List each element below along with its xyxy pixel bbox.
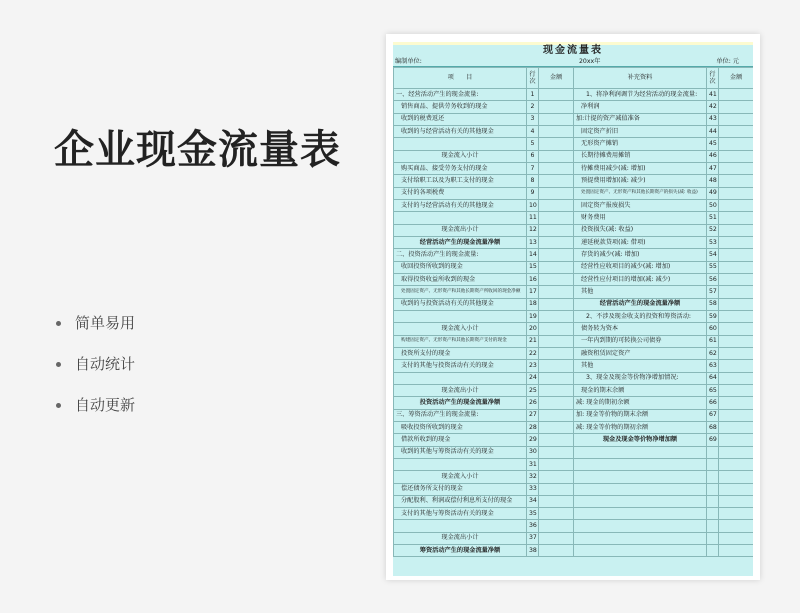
cell-line: 19 bbox=[527, 310, 539, 322]
cell-item bbox=[394, 520, 527, 532]
cell-item: 现金流入小计 bbox=[394, 323, 527, 335]
cell-supplement: 经营性应付项目的增加(减: 减少) bbox=[574, 273, 707, 285]
table-row bbox=[394, 495, 754, 507]
cell-supplement: 3、现金及现金等价物净增加情况: bbox=[574, 372, 707, 384]
cell-line: 8 bbox=[527, 175, 539, 187]
cell-amount bbox=[539, 138, 574, 150]
cell-line: 7 bbox=[527, 162, 539, 174]
cell-line: 13 bbox=[527, 236, 539, 248]
cell-amount-2 bbox=[719, 273, 754, 285]
cell-line: 26 bbox=[527, 397, 539, 409]
cell-line-2: 64 bbox=[707, 372, 719, 384]
header-amount-2: 金额 bbox=[719, 68, 754, 89]
feature-label: 自动更新 bbox=[75, 396, 136, 414]
cell-supplement: 经营活动产生的现金流量净额 bbox=[574, 298, 707, 310]
cell-supplement bbox=[574, 471, 707, 483]
cell-item: 投资活动产生的现金流量净额 bbox=[394, 397, 527, 409]
cell-supplement: 融资租赁固定资产 bbox=[574, 347, 707, 359]
table-row bbox=[394, 236, 754, 248]
cell-amount bbox=[539, 335, 574, 347]
cell-amount bbox=[539, 261, 574, 273]
cell-item: 三、筹资活动产生的现金流量: bbox=[394, 409, 527, 421]
cell-supplement: 加:计提的资产减值准备 bbox=[574, 113, 707, 125]
cell-line-2: 52 bbox=[707, 224, 719, 236]
cell-supplement: 减: 现金等价物的期初余额 bbox=[574, 421, 707, 433]
table-row bbox=[394, 212, 754, 224]
cell-amount-2 bbox=[719, 446, 754, 458]
cell-amount bbox=[539, 175, 574, 187]
cell-amount bbox=[539, 495, 574, 507]
sheet-title: 现金流量表 bbox=[543, 45, 603, 56]
cell-line-2: 58 bbox=[707, 298, 719, 310]
cell-amount-2 bbox=[719, 150, 754, 162]
cell-item: 支付的其他与投资活动有关的现金 bbox=[394, 360, 527, 372]
cell-line: 9 bbox=[527, 187, 539, 199]
cell-amount-2 bbox=[719, 298, 754, 310]
cell-line-2: 54 bbox=[707, 249, 719, 261]
unit-label: 单位: 元 bbox=[716, 58, 739, 65]
header-item: 项 目 bbox=[394, 68, 527, 89]
cell-amount bbox=[539, 187, 574, 199]
cell-amount-2 bbox=[719, 286, 754, 298]
table-row bbox=[394, 138, 754, 150]
cell-item: 二、投资活动产生的现金流量: bbox=[394, 249, 527, 261]
cell-amount-2 bbox=[719, 113, 754, 125]
cell-supplement: 减: 现金的期初余额 bbox=[574, 397, 707, 409]
cell-amount bbox=[539, 520, 574, 532]
cell-line: 37 bbox=[527, 532, 539, 544]
cell-amount bbox=[539, 89, 574, 101]
cell-supplement: 现金的期末余额 bbox=[574, 384, 707, 396]
cell-line-2: 47 bbox=[707, 162, 719, 174]
cell-line: 12 bbox=[527, 224, 539, 236]
cell-line: 15 bbox=[527, 261, 539, 273]
cell-amount-2 bbox=[719, 508, 754, 520]
bullet-icon bbox=[56, 321, 61, 326]
cell-item bbox=[394, 138, 527, 150]
feature-label: 自动统计 bbox=[75, 355, 136, 373]
table-row bbox=[394, 434, 754, 446]
spreadsheet-preview bbox=[386, 34, 760, 580]
table-row bbox=[394, 372, 754, 384]
cell-supplement: 存货的减少(减: 增加) bbox=[574, 249, 707, 261]
cell-amount bbox=[539, 434, 574, 446]
cell-supplement: 一年内到期的可转换公司债券 bbox=[574, 335, 707, 347]
cell-amount-2 bbox=[719, 249, 754, 261]
cell-item: 吸收投资所收到的现金 bbox=[394, 421, 527, 433]
cashflow-sheet bbox=[393, 42, 753, 576]
hero-title: 企业现金流量表 bbox=[54, 127, 341, 173]
cell-item: 支付的各项税费 bbox=[394, 187, 527, 199]
cell-supplement bbox=[574, 458, 707, 470]
cell-supplement bbox=[574, 508, 707, 520]
table-row bbox=[394, 409, 754, 421]
cell-line: 32 bbox=[527, 471, 539, 483]
cell-line-2: 61 bbox=[707, 335, 719, 347]
table-row bbox=[394, 224, 754, 236]
cell-line-2: 44 bbox=[707, 125, 719, 137]
cell-amount-2 bbox=[719, 89, 754, 101]
cell-amount-2 bbox=[719, 397, 754, 409]
cell-amount bbox=[539, 471, 574, 483]
cell-line: 28 bbox=[527, 421, 539, 433]
cell-amount bbox=[539, 397, 574, 409]
cell-amount bbox=[539, 199, 574, 211]
cell-supplement bbox=[574, 545, 707, 557]
table-row bbox=[394, 261, 754, 273]
cell-line-2: 69 bbox=[707, 434, 719, 446]
cell-amount bbox=[539, 421, 574, 433]
cell-line: 18 bbox=[527, 298, 539, 310]
company-label: 编制单位: bbox=[395, 58, 422, 65]
cell-supplement: 递延税款贷项(减: 借项) bbox=[574, 236, 707, 248]
cell-supplement bbox=[574, 495, 707, 507]
cell-line-2 bbox=[707, 446, 719, 458]
cell-amount bbox=[539, 273, 574, 285]
table-row bbox=[394, 347, 754, 359]
table-row bbox=[394, 310, 754, 322]
cell-amount-2 bbox=[719, 212, 754, 224]
cell-amount-2 bbox=[719, 224, 754, 236]
cell-amount bbox=[539, 125, 574, 137]
cell-line-2 bbox=[707, 483, 719, 495]
cell-line-2: 46 bbox=[707, 150, 719, 162]
cell-line: 35 bbox=[527, 508, 539, 520]
cell-line-2: 53 bbox=[707, 236, 719, 248]
table-row bbox=[394, 483, 754, 495]
cell-line: 16 bbox=[527, 273, 539, 285]
cell-amount-2 bbox=[719, 421, 754, 433]
cell-item: 经营活动产生的现金流量净额 bbox=[394, 236, 527, 248]
cell-supplement: 财务费用 bbox=[574, 212, 707, 224]
table-row bbox=[394, 273, 754, 285]
cell-line-2: 57 bbox=[707, 286, 719, 298]
cell-amount-2 bbox=[719, 532, 754, 544]
cell-item: 筹资活动产生的现金流量净额 bbox=[394, 545, 527, 557]
cell-line-2: 68 bbox=[707, 421, 719, 433]
cell-line-2: 55 bbox=[707, 261, 719, 273]
cell-amount bbox=[539, 508, 574, 520]
cell-amount-2 bbox=[719, 125, 754, 137]
cell-amount bbox=[539, 101, 574, 113]
cell-amount-2 bbox=[719, 236, 754, 248]
cell-line: 2 bbox=[527, 101, 539, 113]
cell-amount-2 bbox=[719, 323, 754, 335]
table-row bbox=[394, 175, 754, 187]
cell-supplement: 无形资产摊销 bbox=[574, 138, 707, 150]
cell-supplement bbox=[574, 532, 707, 544]
cell-amount bbox=[539, 347, 574, 359]
cell-line: 11 bbox=[527, 212, 539, 224]
table-row bbox=[394, 249, 754, 261]
feature-list bbox=[56, 313, 135, 436]
cell-line-2: 43 bbox=[707, 113, 719, 125]
cell-amount bbox=[539, 458, 574, 470]
header-line: 行 次 bbox=[527, 68, 539, 89]
header-amount: 金额 bbox=[539, 68, 574, 89]
cell-item: 分配股利、利润或偿付利息所支付的现金 bbox=[394, 495, 527, 507]
cell-line: 1 bbox=[527, 89, 539, 101]
cell-supplement: 经营性应收项目的减少(减: 增加) bbox=[574, 261, 707, 273]
cell-line: 20 bbox=[527, 323, 539, 335]
cell-supplement: 债务转为资本 bbox=[574, 323, 707, 335]
table-row bbox=[394, 286, 754, 298]
cell-line-2: 60 bbox=[707, 323, 719, 335]
cell-line-2: 62 bbox=[707, 347, 719, 359]
cell-item: 支付给职工以及为职工支付的现金 bbox=[394, 175, 527, 187]
cell-supplement: 1、将净利润调节为经营活动的现金流量: bbox=[574, 89, 707, 101]
cell-amount-2 bbox=[719, 335, 754, 347]
cell-item bbox=[394, 458, 527, 470]
cell-line: 25 bbox=[527, 384, 539, 396]
cell-supplement: 净利润 bbox=[574, 101, 707, 113]
cell-line-2: 65 bbox=[707, 384, 719, 396]
cell-item bbox=[394, 310, 527, 322]
cell-line-2: 49 bbox=[707, 187, 719, 199]
cell-supplement: 预提费用增加(减: 减少) bbox=[574, 175, 707, 187]
table-row bbox=[394, 113, 754, 125]
cell-item: 支付的其他与筹资活动有关的现金 bbox=[394, 508, 527, 520]
cell-item: 现金流出小计 bbox=[394, 384, 527, 396]
cell-amount bbox=[539, 409, 574, 421]
cell-line: 27 bbox=[527, 409, 539, 421]
cell-amount bbox=[539, 162, 574, 174]
cell-line: 38 bbox=[527, 545, 539, 557]
cell-supplement: 长期待摊费用摊销 bbox=[574, 150, 707, 162]
cell-amount bbox=[539, 150, 574, 162]
table-row bbox=[394, 187, 754, 199]
table-row bbox=[394, 520, 754, 532]
table-row bbox=[394, 360, 754, 372]
cell-item: 购建固定资产、无形资产和其他长期资产支付的现金 bbox=[394, 335, 527, 347]
cell-item: 现金流出小计 bbox=[394, 532, 527, 544]
cell-amount-2 bbox=[719, 520, 754, 532]
cell-amount-2 bbox=[719, 372, 754, 384]
cell-line-2: 66 bbox=[707, 397, 719, 409]
cell-supplement: 加: 现金等价物的期末余额 bbox=[574, 409, 707, 421]
cell-supplement: 投资损失(减: 收益) bbox=[574, 224, 707, 236]
cell-supplement: 固定资产折旧 bbox=[574, 125, 707, 137]
cell-line-2: 45 bbox=[707, 138, 719, 150]
feature-item bbox=[56, 395, 135, 436]
table-row bbox=[394, 421, 754, 433]
cell-amount bbox=[539, 323, 574, 335]
cell-line-2: 41 bbox=[707, 89, 719, 101]
cell-line-2 bbox=[707, 520, 719, 532]
cell-amount bbox=[539, 286, 574, 298]
cell-supplement: 固定资产报废损失 bbox=[574, 199, 707, 211]
feature-item bbox=[56, 354, 135, 395]
cell-item: 收回投资所收到的现金 bbox=[394, 261, 527, 273]
table-row bbox=[394, 150, 754, 162]
cell-amount bbox=[539, 532, 574, 544]
cell-line-2: 67 bbox=[707, 409, 719, 421]
cell-amount-2 bbox=[719, 162, 754, 174]
cell-line: 3 bbox=[527, 113, 539, 125]
cell-amount-2 bbox=[719, 495, 754, 507]
cell-amount bbox=[539, 236, 574, 248]
cell-item: 一、经营活动产生的现金流量: bbox=[394, 89, 527, 101]
cashflow-table bbox=[393, 67, 753, 557]
cell-line-2 bbox=[707, 508, 719, 520]
cell-amount-2 bbox=[719, 360, 754, 372]
table-row bbox=[394, 335, 754, 347]
cell-supplement bbox=[574, 483, 707, 495]
cell-line-2: 50 bbox=[707, 199, 719, 211]
cell-line: 14 bbox=[527, 249, 539, 261]
cell-item: 购买商品、接受劳务支付的现金 bbox=[394, 162, 527, 174]
cell-item: 现金流入小计 bbox=[394, 150, 527, 162]
cell-item: 支付的与经营活动有关的其他现金 bbox=[394, 199, 527, 211]
cell-line: 5 bbox=[527, 138, 539, 150]
header-line-2: 行 次 bbox=[707, 68, 719, 89]
feature-label: 简单易用 bbox=[75, 314, 136, 332]
cell-supplement: 待摊费用减少(减: 增加) bbox=[574, 162, 707, 174]
cell-amount-2 bbox=[719, 409, 754, 421]
cell-item: 处置固定资产、无形资产和其他长期资产所收回的现金净额 bbox=[394, 286, 527, 298]
cell-supplement: 处置固定资产、无形资产和其他长期资产的损失(减: 收益) bbox=[574, 187, 707, 199]
cell-line: 10 bbox=[527, 199, 539, 211]
cell-line-2: 63 bbox=[707, 360, 719, 372]
cell-amount-2 bbox=[719, 175, 754, 187]
cell-amount bbox=[539, 310, 574, 322]
cell-item bbox=[394, 212, 527, 224]
header-supplement: 补充资料 bbox=[574, 68, 707, 89]
cell-supplement: 其他 bbox=[574, 286, 707, 298]
feature-item bbox=[56, 313, 135, 354]
cell-supplement bbox=[574, 446, 707, 458]
table-row bbox=[394, 397, 754, 409]
table-row bbox=[394, 458, 754, 470]
cell-item: 收到的其他与筹资活动有关的现金 bbox=[394, 446, 527, 458]
cell-line-2 bbox=[707, 471, 719, 483]
cell-item: 借款所收到的现金 bbox=[394, 434, 527, 446]
cell-line-2 bbox=[707, 532, 719, 544]
table-row bbox=[394, 199, 754, 211]
cell-line: 30 bbox=[527, 446, 539, 458]
cell-item: 收到的税费返还 bbox=[394, 113, 527, 125]
table-row bbox=[394, 384, 754, 396]
cell-amount bbox=[539, 446, 574, 458]
table-row bbox=[394, 101, 754, 113]
cell-amount bbox=[539, 545, 574, 557]
cell-line: 29 bbox=[527, 434, 539, 446]
cell-supplement: 现金及现金等价物净增加额 bbox=[574, 434, 707, 446]
cell-line-2 bbox=[707, 545, 719, 557]
cell-amount-2 bbox=[719, 187, 754, 199]
cell-line-2: 59 bbox=[707, 310, 719, 322]
cell-item bbox=[394, 372, 527, 384]
cell-line-2: 51 bbox=[707, 212, 719, 224]
cell-line: 24 bbox=[527, 372, 539, 384]
table-row bbox=[394, 162, 754, 174]
cell-line-2 bbox=[707, 495, 719, 507]
cell-item: 现金流出小计 bbox=[394, 224, 527, 236]
cell-line: 21 bbox=[527, 335, 539, 347]
table-row bbox=[394, 323, 754, 335]
cell-amount bbox=[539, 249, 574, 261]
cell-amount bbox=[539, 372, 574, 384]
cell-line: 4 bbox=[527, 125, 539, 137]
table-row bbox=[394, 545, 754, 557]
cell-supplement: 其他 bbox=[574, 360, 707, 372]
cell-amount-2 bbox=[719, 310, 754, 322]
cell-item: 现金流入小计 bbox=[394, 471, 527, 483]
cell-item: 销售商品、提供劳务收到的现金 bbox=[394, 101, 527, 113]
cell-supplement: 2、不涉及现金收支的投资和筹资活动: bbox=[574, 310, 707, 322]
cell-amount-2 bbox=[719, 483, 754, 495]
cell-amount-2 bbox=[719, 434, 754, 446]
cell-amount bbox=[539, 224, 574, 236]
cell-amount-2 bbox=[719, 384, 754, 396]
cell-amount bbox=[539, 360, 574, 372]
cell-line: 31 bbox=[527, 458, 539, 470]
bullet-icon bbox=[56, 403, 61, 408]
cell-amount bbox=[539, 113, 574, 125]
cell-line: 34 bbox=[527, 495, 539, 507]
cell-amount-2 bbox=[719, 458, 754, 470]
table-row bbox=[394, 532, 754, 544]
cell-line-2: 42 bbox=[707, 101, 719, 113]
cell-line-2: 56 bbox=[707, 273, 719, 285]
cell-amount-2 bbox=[719, 545, 754, 557]
cell-amount-2 bbox=[719, 138, 754, 150]
cell-amount-2 bbox=[719, 101, 754, 113]
cell-item: 收到的与经营活动有关的其他现金 bbox=[394, 125, 527, 137]
cell-line-2 bbox=[707, 458, 719, 470]
cell-item: 取得投资收益所收到的现金 bbox=[394, 273, 527, 285]
cell-item: 收到的与投资活动有关的其他现金 bbox=[394, 298, 527, 310]
table-row bbox=[394, 446, 754, 458]
table-row bbox=[394, 471, 754, 483]
cell-line: 22 bbox=[527, 347, 539, 359]
cell-amount bbox=[539, 384, 574, 396]
table-row bbox=[394, 508, 754, 520]
cell-line: 17 bbox=[527, 286, 539, 298]
bullet-icon bbox=[56, 362, 61, 367]
cell-line: 23 bbox=[527, 360, 539, 372]
cell-supplement bbox=[574, 520, 707, 532]
cell-amount bbox=[539, 483, 574, 495]
sheet-meta bbox=[393, 57, 753, 67]
cell-amount bbox=[539, 212, 574, 224]
table-header-row bbox=[394, 68, 754, 89]
period-label: 20xx年 bbox=[579, 58, 601, 65]
cell-item: 投资所支付的现金 bbox=[394, 347, 527, 359]
table-row bbox=[394, 89, 754, 101]
table-row bbox=[394, 298, 754, 310]
cell-amount-2 bbox=[719, 199, 754, 211]
cell-line-2: 48 bbox=[707, 175, 719, 187]
cell-amount bbox=[539, 298, 574, 310]
cell-line: 33 bbox=[527, 483, 539, 495]
cell-line: 36 bbox=[527, 520, 539, 532]
cell-item: 偿还债务所支付的现金 bbox=[394, 483, 527, 495]
cell-amount-2 bbox=[719, 261, 754, 273]
cell-amount-2 bbox=[719, 347, 754, 359]
cell-line: 6 bbox=[527, 150, 539, 162]
table-row bbox=[394, 125, 754, 137]
cell-amount-2 bbox=[719, 471, 754, 483]
